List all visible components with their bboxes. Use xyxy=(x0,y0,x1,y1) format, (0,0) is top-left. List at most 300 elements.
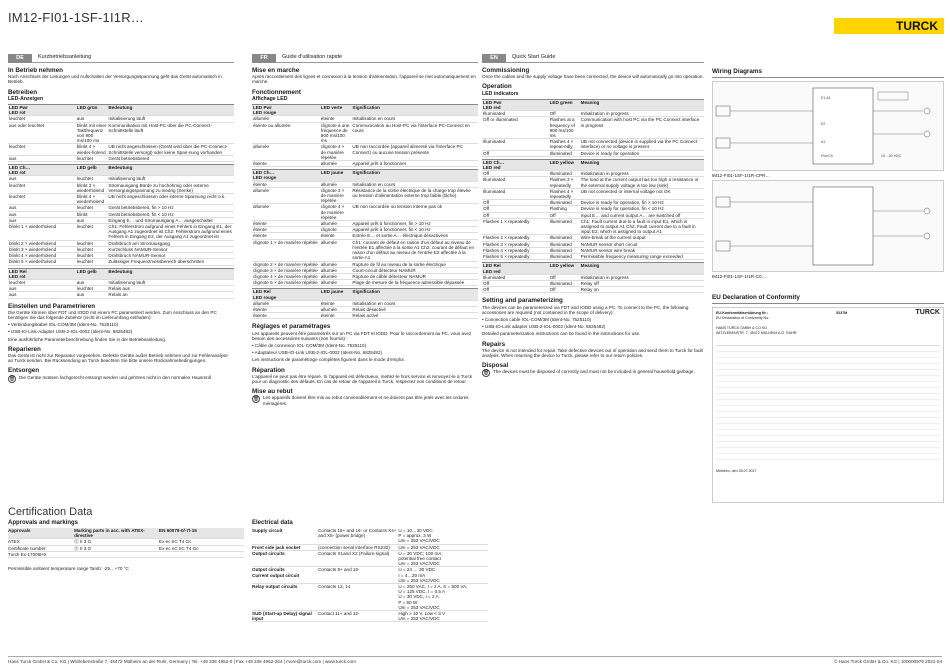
table-row xyxy=(252,584,488,611)
table-cell: clignote 3 × de manière répétée xyxy=(253,267,318,273)
table-cell: UB not connected (device is supplied via the PC Connect interface) or no voltage is present xyxy=(580,139,698,150)
disposal-bin-icon: 🗑 xyxy=(253,396,260,403)
table-cell: Gerät betriebsbereit, fin < 10 Hz xyxy=(108,211,174,217)
table-header-cell: Meaning xyxy=(580,99,600,105)
electrical-table xyxy=(252,528,488,622)
table-cell: U = 30 VDC; 100 mA; potential free contact Um = 253 VAC/VDC xyxy=(398,550,443,567)
table-cell: Flashes 2 × repeatedly xyxy=(483,235,530,241)
heading-disposal: Entsorgen xyxy=(8,367,40,375)
accessory-2: • USB-IO-Link adapter USB-2-IOL-0002 (Ident-No. 6825482) xyxy=(482,324,606,330)
table-cell: Um = 253 VAC/VDC xyxy=(398,544,440,550)
table-header-cell: LED gelb xyxy=(76,165,97,171)
table-cell: Illuminated xyxy=(549,254,572,260)
section-fr xyxy=(252,54,478,408)
table-cell: Illuminated xyxy=(549,218,572,224)
table-cell: Flashes 4 × repeatedly xyxy=(549,188,574,200)
table-row xyxy=(252,551,488,568)
table-cell: UB non raccordée ou tension interne pas ok xyxy=(352,204,443,210)
table-header-cell: Bedeutung xyxy=(108,268,133,274)
table-header xyxy=(8,105,234,116)
table-cell: Ex ec IIC T4 Gc xyxy=(159,539,192,545)
text-commissioning: Nach Anschluss der Leitungen und Aufschalten der Versorgungsspannung geht das Gerät automatisch in Betrieb. xyxy=(8,74,222,85)
text-repair: L'appareil ne peut pas être réparé. Si l'appareil est défectueux, mettez-le hors service et renvoyez-le à Turck pour un diagnostic des défauts. En cas de retour de l'appareil à Turck, respectez nos conditions de retour. xyxy=(252,373,473,384)
table-header-cell: LED jaune xyxy=(320,289,344,295)
table-row xyxy=(252,204,478,221)
table-cell: Flashes 3 × repeatedly xyxy=(549,177,574,188)
table-cell: clignote 1 × de manière répétée xyxy=(253,239,318,245)
table-cell: Ch1: Fault current due to a fault in input E1, which is assigned to output A1 Ch2: Fault current due to a fault in input E2, which is assigned to output A1 xyxy=(580,218,696,235)
table-cell: aus xyxy=(9,205,17,211)
table-cell: allumée xyxy=(320,181,337,187)
wiring-label-a1: A1 xyxy=(821,140,826,144)
table-cell: Ch1: Fehlerstrom aufgrund eines Fehlers in Eingang E1, der Ausgang A1 zugeordnet ist Ch2: Fehlerstrom aufgrund eines Fehlers in Eingang E2, der Ausgang A1 zugeordnet ist xyxy=(108,224,232,240)
table-cell: Initialization in progress xyxy=(580,274,629,280)
table-cell: Initialization in progress xyxy=(580,171,629,177)
table-header-cell: Signification xyxy=(352,170,380,176)
table-cell: U = 10…30 VDC P = approx. 3 W Um = 253 VAC/VDC xyxy=(398,528,440,544)
heading-setting: Setting and parameterizing xyxy=(482,297,563,305)
table-cell: Illuminated xyxy=(549,280,572,286)
table-cell: UB not connected or internal voltage not OK xyxy=(580,188,671,194)
table-cell: leuchtet xyxy=(9,144,26,150)
table-cell: Rupture de câble détecteur NAMUR xyxy=(352,273,426,279)
table-header xyxy=(252,289,478,300)
table-cell: leuchtet xyxy=(76,259,93,265)
table-cell: blinkt 3 × wiederholend xyxy=(9,246,57,252)
table-cell: allumée xyxy=(320,267,337,273)
declaration-logo: TURCK xyxy=(915,309,940,316)
table-cell: aus xyxy=(76,292,85,298)
table-cell: Flashing xyxy=(549,206,567,212)
table-cell: blinkt 2 × wiederholend xyxy=(9,240,57,246)
declaration-addr2: WITZLEBENSTR. 7, 45472 MÜLHEIM A.D. RUHR xyxy=(716,330,797,335)
table-header-cell: LED grün xyxy=(76,105,98,111)
disposal-row xyxy=(8,375,234,383)
table-cell: Illuminated xyxy=(483,188,506,194)
table-cell: Stromausgang Bürde zu hochohmig oder externe Versorgungsspannung zu niedrig (Senke) xyxy=(108,182,209,193)
table-cell: Contacts 15+ and 16- or Contacts X4+ and X5- (power bridge) xyxy=(318,528,397,539)
led-table-t3 xyxy=(252,288,478,319)
table-cell: Court-circuit détecteur NAMUR xyxy=(352,267,416,273)
table-cell: Appareil prêt à fonctionner, fin < 10 Hz xyxy=(352,227,431,233)
lang-label: Quick Start Guide xyxy=(512,54,556,61)
table-cell: Output circuits Current output circuit xyxy=(252,567,300,578)
accessory-2: • Adaptateur USB-IO-Link USB-2-IOL-0002 (Ident-No. 6825482) xyxy=(252,350,383,356)
table-row xyxy=(252,144,478,161)
led-table-t1 xyxy=(482,99,704,157)
table-cell: Illuminated xyxy=(483,111,506,117)
table-cell: Supply circuit xyxy=(252,528,283,533)
table-row xyxy=(8,144,234,155)
wiring-caption-2: IM12-FI01-1SF-1I1R-C0… xyxy=(712,274,767,279)
table-header-cell: LED Pwr LED rouge xyxy=(253,105,277,116)
table-header xyxy=(252,105,478,116)
table-cell: blinkt xyxy=(76,211,88,217)
table-cell: aus oder leuchtet xyxy=(9,122,45,128)
table-header-cell: Signification xyxy=(352,289,380,295)
table-header xyxy=(482,100,704,111)
table-header xyxy=(252,170,478,181)
table-cell: UB nicht angeschlossen oder interne Spannung nicht o.k. xyxy=(108,194,226,200)
table-cell: allumée xyxy=(320,239,337,245)
table-row xyxy=(252,280,478,286)
approvals-table xyxy=(8,528,244,558)
table-cell: allumée xyxy=(253,187,270,193)
table-row xyxy=(482,189,704,200)
table-cell: Off xyxy=(549,212,556,218)
table-cell: leuchtet xyxy=(76,176,93,182)
table-cell: allumée xyxy=(320,161,337,167)
table-cell: allumée xyxy=(320,273,337,279)
footer xyxy=(8,656,942,664)
table-cell: Illuminated xyxy=(549,247,572,253)
table-header-cell: Meaning xyxy=(580,263,600,269)
table-header-cell: LED green xyxy=(549,99,573,105)
lang-code: FR xyxy=(252,54,276,63)
table-row xyxy=(482,219,704,236)
table-cell: allumée xyxy=(253,116,270,122)
declaration-title: EU Declaration of Conformity xyxy=(712,294,944,304)
table-cell: NAMUR sensor wire break xyxy=(580,247,636,253)
table-header xyxy=(8,269,234,280)
declaration-document xyxy=(712,307,944,503)
table-cell: Relais aus xyxy=(108,286,130,292)
table-row xyxy=(8,156,234,162)
table-cell: Certificate number: xyxy=(8,545,47,551)
text-setting: The devices can be parameterized via FDT and IODD using a PC. To connect to the PC, the following accessories are required (not contained in the scope of delivery): xyxy=(482,304,689,315)
table-cell: Illuminated xyxy=(549,150,572,156)
table-header-cell: LED Pwr LED rot xyxy=(9,105,28,116)
table-header-cell: Signification xyxy=(352,105,380,111)
table-cell: U = 250 VAC, I = 2 A, S = 500 VA, U = 125 VDC, I = 0.5 A U = 30 VDC, I = 2 A P = 60 W Um = 253 VAC/VDC xyxy=(398,584,468,610)
table-cell: leuchtet xyxy=(9,116,26,122)
table-row xyxy=(482,139,704,150)
lang-code: DE xyxy=(8,54,32,63)
table-cell: éteinte ou allumée xyxy=(253,122,291,128)
table-cell: allumée xyxy=(253,144,270,150)
table-cell: Contacts 13, 14 xyxy=(318,584,351,590)
table-cell: leuchtet xyxy=(76,253,93,259)
table-cell: éteinte xyxy=(320,116,335,122)
table-cell: Off xyxy=(549,274,556,280)
table-cell: Ⓔ II 3 G xyxy=(74,539,92,545)
approvals-header-cell: EN 60079-0/-7/-15 xyxy=(159,528,197,533)
table-cell: clignote 4 × de manière répétée xyxy=(320,204,345,220)
footer-address: Hans Turck GmbH & Co. KG | Witzlebenstraße 7, 45472 Mülheim an der Ruhr, Germany | Tel. +49 208 4952-0 | Fax +49 208 4952-264 | more@turck.com | www.turck.com xyxy=(8,659,356,664)
heading-commissioning: In Betrieb nehmen xyxy=(8,67,63,74)
accessory-2: • USB-IO-Link-Adapter USB-2-IOL-0002 (Ident-No. 6825482) xyxy=(8,329,133,335)
table-cell: Flashes 3 × repeatedly xyxy=(483,241,530,247)
table-row xyxy=(8,183,234,194)
footer-copyright: © Hans Turck GmbH & Co. KG | 100000979 2021-04 xyxy=(834,659,942,664)
table-cell: (connection serial interface RS232) xyxy=(318,544,390,550)
approvals-header-cell: Marking parts in acc. with ATEX-directive xyxy=(74,528,145,539)
table-cell: Illuminated xyxy=(483,274,506,280)
text-setting-2: Eine ausführliche Parameterbeschreibung finden Sie in der Betriebsanleitung. xyxy=(8,336,167,342)
heading-disposal: Mise au rebut xyxy=(252,388,293,396)
table-cell: éteinte xyxy=(253,161,267,167)
declaration-sub: EU Declaration of Conformity No.: xyxy=(716,315,771,320)
table-row xyxy=(252,240,478,262)
table-cell: Off xyxy=(483,287,490,293)
table-cell: UB nicht angeschlossen (Gerät wird über die PC-Connect-Schnittstelle versorgt) oder keine Span-nung vorhanden xyxy=(108,144,228,155)
table-cell: Flashes 5 × repeatedly xyxy=(483,254,530,260)
table-cell: Device is ready for operation, fin > 10 Hz xyxy=(580,200,664,206)
table-cell: Off xyxy=(483,280,490,286)
table-cell: clignote à une fréquence de 900 ms/100 ms xyxy=(320,122,350,144)
disposal-row xyxy=(252,395,478,407)
heading-commissioning: Mise en marche xyxy=(252,67,300,74)
table-cell: Initialisation en cours xyxy=(352,181,396,187)
declaration-addr1: HANS TURCK GMBH & CO KG xyxy=(716,326,768,331)
table-row xyxy=(252,528,488,545)
table-cell: aus xyxy=(9,176,17,182)
table-cell: Communication au Host-PC via l'interface PC-Connect en cours xyxy=(352,122,470,133)
table-cell: Appareil prêt à fonctionner xyxy=(352,161,407,167)
table-cell: blinkt 4 × wieder-holend xyxy=(76,144,106,155)
heading-setting: Réglages et paramétrages xyxy=(252,323,331,331)
table-cell: aus xyxy=(76,116,85,122)
table-header-cell: Bedeutung xyxy=(108,165,133,171)
table-row xyxy=(252,161,478,167)
approvals-header xyxy=(8,528,244,539)
wiring-caption-1: IM12-FI01-1SF-1I1R-CPR… xyxy=(712,173,770,178)
declaration-number: 5237M xyxy=(836,311,848,315)
table-header-cell: Meaning xyxy=(580,159,600,165)
table-header-cell: LED Rel LED rouge xyxy=(253,289,277,300)
table-cell: Device is ready for operation xyxy=(580,150,640,156)
table-row xyxy=(8,292,234,298)
table-row xyxy=(252,123,478,145)
accessory-1: • Connection cable IOL-COM/3M (Ident-No. 7525110) xyxy=(482,316,592,322)
table-cell: allumée xyxy=(320,306,337,312)
lang-label: Guide d'utilisation rapide xyxy=(282,54,343,61)
table-cell: Off or illuminated xyxy=(483,117,518,123)
table-header-cell: LED Rel LED red xyxy=(483,263,501,274)
table-row xyxy=(482,287,704,293)
table-header-cell: Bedeutung xyxy=(108,105,133,111)
text-setting: Les appareils peuvent être paramétrés sur un PC via FDT et IODD. Pour le raccordement au PC, vous avez besoin des accessoires suivants (non fournis) : xyxy=(252,330,472,341)
led-table-t2 xyxy=(482,159,704,260)
disposal-bin-icon: 🗑 xyxy=(9,375,16,382)
table-header-cell: LED gelb xyxy=(76,268,97,274)
heading-operation: Betreiben xyxy=(8,88,38,96)
table-cell: Ⓔ II 3 G xyxy=(74,545,92,551)
table-cell: Contacts X1and X2 (Failure signal) xyxy=(318,550,390,556)
table-cell: Front side jack socket xyxy=(252,544,301,550)
table-cell: Contact 11+ and 12- xyxy=(318,611,360,617)
led-table-t2 xyxy=(8,164,234,265)
table-cell: blinkt mit einer Taktfrequenz von 900 ms/100 ms xyxy=(76,122,107,144)
text-disposal: Die Geräte müssen fachgerecht entsorgt werden und gehören nicht in den normalen Hausmüll. xyxy=(19,374,213,380)
table-cell: Off xyxy=(483,200,490,206)
table-row xyxy=(8,123,234,145)
table-cell: éteinte xyxy=(320,300,335,306)
table-cell: Initialisierung läuft xyxy=(108,116,146,122)
accessory-1: • Verbindungskabel IOL-COM/3M (Ident-No. 7525110) xyxy=(8,322,119,328)
accessory-2-text: USB-IO-Link adapter USB-2-IOL-0002 (Ident-No. 6825482) xyxy=(484,324,606,330)
text-commissioning: Once the cables and the supply voltage have been connected, the device will automatically go into operation. xyxy=(482,74,704,80)
heading-operation: Operation xyxy=(482,83,512,91)
table-cell: Relay off xyxy=(580,280,599,286)
table-cell: leuchtet xyxy=(9,182,26,188)
table-cell: blinkt 4 × wiederholend xyxy=(9,253,57,259)
table-cell: blinkt 5 × wiederholend xyxy=(9,259,57,265)
table-cell: Output circuits xyxy=(252,550,285,556)
table-cell: Off xyxy=(483,150,490,156)
table-cell: allumée xyxy=(320,261,337,267)
disposal-row xyxy=(482,369,704,377)
lang-bar-de xyxy=(8,54,234,63)
table-cell: leuchtet xyxy=(76,286,93,292)
led-table-t3 xyxy=(8,268,234,299)
table-cell: blinkt 4 × wiederholend xyxy=(76,194,105,205)
electrical-heading: Electrical data xyxy=(252,520,293,526)
table-row xyxy=(8,552,244,558)
table-cell: aus xyxy=(9,217,17,223)
accessory-2-text: USB-IO-Link-Adapter USB-2-IOL-0002 (Ident-No. 6825482) xyxy=(10,329,133,335)
table-cell: Eingang E… und Stromausgang A… ausgeschaltet xyxy=(108,217,213,223)
table-cell: clignote 4 × de manière répétée xyxy=(253,273,318,279)
table-cell: clignote 3 × de manière répétée xyxy=(320,187,345,204)
doc-title: IM12-FI01-1SF-1I1R… xyxy=(8,10,145,25)
declaration-date: Mülheim, den 28.07.2017 xyxy=(716,469,757,474)
wiring-label-pwr: Pwr/Ch xyxy=(821,154,833,158)
table-cell: leuchtet xyxy=(76,246,93,252)
table-cell: Illuminated xyxy=(549,241,572,247)
text-disposal: The devices must be disposed of correctly and must not be included in general household garbage. xyxy=(493,369,695,375)
table-cell: clignote xyxy=(320,227,337,233)
table-cell: Off xyxy=(483,212,490,218)
text-repair: The device is not intended for repair. Take defective devices out of operation and send them to Turck for fault analysis. When returning the device to Turck, please refer to our return policies. xyxy=(482,347,703,358)
text-repair: Das Gerät ist nicht zur Reparatur vorgesehen. Defekte Geräte außer Betrieb nehmen und zur Fehleranalyse an Turck senden. Bei Rücksendung an Turck beachten Sie bitte unsere Rücknahmebedingungen. xyxy=(8,352,228,364)
wiring-label-e1a1: E1,A1 xyxy=(821,96,831,100)
table-header-cell: LED Rel LED rot xyxy=(9,268,27,279)
table-row xyxy=(252,611,488,622)
table-header-cell: LED Ch… LED rot xyxy=(9,165,31,176)
approvals-header-cell: Approvals xyxy=(8,528,31,533)
heading-repair: Reparieren xyxy=(8,345,41,353)
table-cell: Initialisation en cours xyxy=(352,300,396,306)
table-cell: Wire-break at the current output xyxy=(580,235,646,241)
accessory-1: • Câble de connexion IOL-COM/3M (Ident-No. 7525110) xyxy=(252,342,367,348)
table-cell: Illuminated xyxy=(549,200,572,206)
table-cell: Initialisation en cours xyxy=(352,116,396,122)
table-cell: Résistance de la sortie électrique de la charge trop élevée ou tension d'alimentation externe trop faible (lâche) xyxy=(352,187,471,199)
table-cell: allumée xyxy=(320,221,337,227)
table-cell: Off xyxy=(549,111,556,117)
table-cell: Plage de mesure de la fréquence admissible dépassée xyxy=(352,280,465,286)
table-row xyxy=(482,254,704,260)
table-row xyxy=(252,567,488,584)
table-cell: leuchtet xyxy=(76,224,93,230)
table-cell: Ch1: courant de défaut en raison d'un défaut au niveau de l'entrée E1 affectée à la sortie A1 Ch2: courant de défaut en raison d'un défaut au niveau de l'entrée E2 affectée à la sortie A1 xyxy=(352,239,475,261)
table-cell: éteinte xyxy=(253,181,267,187)
table-cell xyxy=(159,552,244,557)
turck-logo: TURCK xyxy=(834,18,944,34)
table-header-cell: LED Ch… LED red xyxy=(483,159,505,171)
ambient-temp: Permissible ambient temperature range Tamb: -25…+70 °C xyxy=(8,566,129,572)
wiring-diagram-2 xyxy=(712,180,944,272)
table-cell: Off xyxy=(483,171,490,177)
table-cell: Device is ready for operation, fin < 10 Hz xyxy=(580,206,664,212)
table-cell: clignote 4 × de manière répétée xyxy=(320,144,345,160)
table-cell: aus xyxy=(76,217,85,223)
table-cell: blinkt 3 × wiederholend xyxy=(76,182,105,193)
table-header-cell: LED verte xyxy=(320,105,343,111)
table-cell: leuchtet xyxy=(76,240,93,246)
table-header-cell: LED Pwr LED red xyxy=(483,99,502,111)
heading-disposal: Disposal xyxy=(482,362,509,370)
certification-title: Certification Data xyxy=(8,506,93,518)
table-cell: leuchtet xyxy=(9,279,26,285)
table-cell: aus xyxy=(9,292,17,298)
table-header-cell: LED yellow xyxy=(549,263,575,269)
table-cell: Entrée E… et sortie A… électrique désactivées xyxy=(352,233,448,239)
accessory-1-text: Connection cable IOL-COM/3M (Ident-No. 7525110) xyxy=(484,316,592,322)
table-cell: éteinte xyxy=(320,233,335,239)
wiring-label-supply: 10…30 VDC xyxy=(881,154,902,158)
approvals-section xyxy=(8,520,244,571)
table-cell: aus xyxy=(9,155,17,161)
accessory-2-text: Adaptateur USB-IO-Link USB-2-IOL-0002 (Ident-No. 6825482) xyxy=(254,350,383,356)
table-cell: Communication with host PC via the PC Connect interface in progress xyxy=(580,117,700,128)
table-cell: Permissible frequency measuring range exceeded xyxy=(580,254,683,260)
table-cell: Flashes 4 × repeat-edly xyxy=(549,139,574,150)
heading-repair: Repairs xyxy=(482,340,506,348)
heading-operation: Fonctionnement xyxy=(252,88,301,96)
table-row xyxy=(482,151,704,157)
table-cell: Contacts 9+ and 10- xyxy=(318,567,360,573)
table-cell: allumée xyxy=(320,280,337,286)
declaration-section xyxy=(712,294,944,503)
table-cell: clignote 2 × de manière répétée xyxy=(253,261,318,267)
heading-commissioning: Commissioning xyxy=(482,67,530,74)
table-cell: leuchtet xyxy=(9,194,26,200)
table-cell: Illuminated xyxy=(549,235,572,241)
table-cell: éteinte xyxy=(253,233,267,239)
table-row xyxy=(482,177,704,188)
table-cell: Relay on xyxy=(580,287,599,293)
lang-bar-fr xyxy=(252,54,478,63)
table-row xyxy=(8,259,234,265)
table-row xyxy=(252,313,478,319)
table-cell: éteinte xyxy=(253,221,267,227)
table-row xyxy=(482,117,704,139)
lang-bar-en xyxy=(482,54,704,63)
table-cell: SUD (Start-up Delay) signal input xyxy=(252,611,312,622)
text-disposal: Les appareils doivent être mis au rebut convenablement et ne doivent pas être jetés avec les ordures ménagères. xyxy=(263,395,469,406)
heading-led: Affichage LED xyxy=(252,95,288,102)
led-table-t3 xyxy=(482,262,704,293)
table-cell: aus xyxy=(9,211,17,217)
led-table-t1 xyxy=(8,104,234,162)
table-header xyxy=(8,165,234,176)
table-cell: aus xyxy=(9,286,17,292)
table-header-cell: LED Ch… LED rouge xyxy=(253,170,277,181)
declaration-heading: EU-Konformitätserklärung Nr.: xyxy=(716,311,768,315)
table-cell: The load at the current output has too high a resistance or the external supply voltage is too low (sink) xyxy=(580,177,699,188)
lang-label: Kurzbetriebsanleitung xyxy=(38,54,92,61)
heading-led: LED indicators xyxy=(482,90,519,97)
table-cell: leuchtet xyxy=(76,205,93,211)
accessory-1-text: Verbindungskabel IOL-COM/3M (Ident-No. 7525110) xyxy=(10,322,119,328)
heading-setting: Einstellen und Parametrieren xyxy=(8,302,96,310)
table-cell: aus xyxy=(76,279,85,285)
table-cell: éteinte xyxy=(253,313,267,319)
table-header-cell: LED jaune xyxy=(320,170,344,176)
wiring-diagram-2-drawing xyxy=(713,181,943,271)
